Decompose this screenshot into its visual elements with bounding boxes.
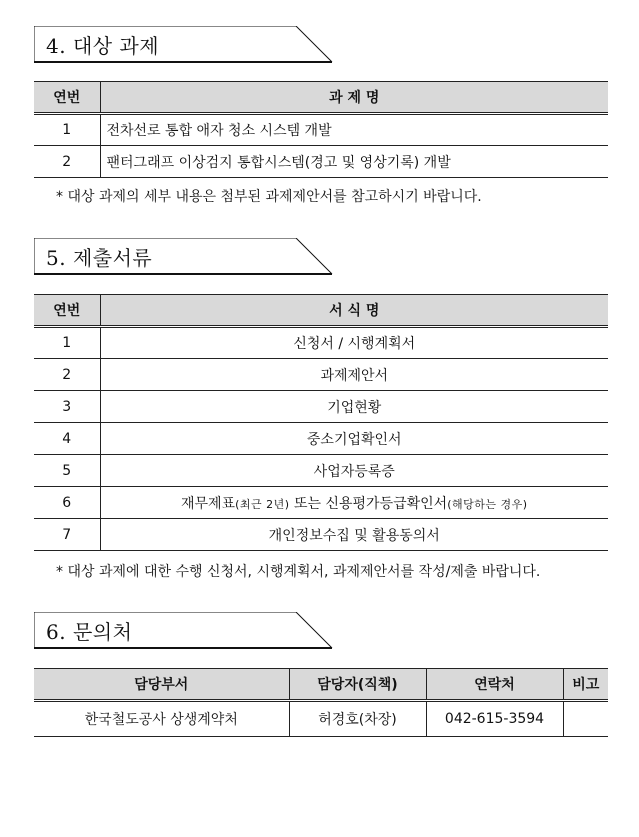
row-form-name: 중소기업확인서: [100, 423, 608, 455]
row-form-name: 개인정보수집 및 활용동의서: [100, 519, 608, 551]
row-remark: [563, 701, 608, 737]
row-no: 1: [34, 114, 100, 146]
table-row: [34, 391, 608, 423]
table-header-row: [34, 295, 608, 327]
row-no: 1: [34, 327, 100, 359]
section-4-title: 4. 대상 과제: [46, 34, 160, 58]
header-department: 담당부서: [34, 669, 289, 701]
form-name-part: 또는 신용평가등급확인서: [289, 495, 448, 512]
row-no: 7: [34, 519, 100, 551]
table-row: [34, 327, 608, 359]
row-form-name: 기업현황: [100, 391, 608, 423]
section-5-heading: [34, 238, 334, 276]
form-name-part: 재무제표: [180, 495, 236, 512]
section-6-heading: [34, 612, 334, 650]
header-project-name: 과 제 명: [100, 82, 608, 114]
row-form-name: [100, 487, 608, 519]
row-no: 2: [34, 146, 100, 178]
section-5-note: * 대상 과제에 대한 수행 신청서, 시행계획서, 과제제안서를 작성/제출 바랍니다.: [56, 564, 541, 580]
section-6-title: 6. 문의처: [46, 620, 133, 644]
header-person: 담당자(직책): [289, 669, 426, 701]
section-5-title: 5. 제출서류: [46, 246, 153, 270]
row-no: 5: [34, 455, 100, 487]
row-no: 3: [34, 391, 100, 423]
row-no: 4: [34, 423, 100, 455]
table-row: [34, 487, 608, 519]
row-form-name: 신청서 / 시행계획서: [100, 327, 608, 359]
header-contact: 연락처: [426, 669, 563, 701]
submission-documents-table: [34, 294, 608, 551]
row-project-name: 전차선로 통합 애자 청소 시스템 개발: [100, 114, 608, 146]
section-4-heading: [34, 26, 334, 64]
table-header-row: [34, 82, 608, 114]
row-form-name: 과제제안서: [100, 359, 608, 391]
table-row: [34, 455, 608, 487]
form-name-qualifier: (최근 2년): [235, 497, 290, 511]
contact-table: [34, 668, 608, 737]
header-remark: 비고: [563, 669, 608, 701]
table-row: [34, 114, 608, 146]
row-department: 한국철도공사 상생계약처: [34, 701, 289, 737]
table-row: [34, 519, 608, 551]
table-row: [34, 701, 608, 737]
section-4-note: * 대상 과제의 세부 내용은 첨부된 과제제안서를 참고하시기 바랍니다.: [56, 189, 482, 205]
row-no: 2: [34, 359, 100, 391]
header-no: 연번: [34, 295, 100, 327]
table-header-row: [34, 669, 608, 701]
row-contact: 042-615-3594: [426, 701, 563, 737]
table-row: [34, 359, 608, 391]
row-person: 허경호(차장): [289, 701, 426, 737]
target-projects-table: [34, 81, 608, 178]
form-name-qualifier: (해당하는 경우): [447, 497, 528, 511]
header-form-name: 서 식 명: [100, 295, 608, 327]
header-no: 연번: [34, 82, 100, 114]
table-row: [34, 146, 608, 178]
row-no: 6: [34, 487, 100, 519]
row-form-name: 사업자등록증: [100, 455, 608, 487]
table-row: [34, 423, 608, 455]
row-project-name: 팬터그래프 이상검지 통합시스템(경고 및 영상기록) 개발: [100, 146, 608, 178]
